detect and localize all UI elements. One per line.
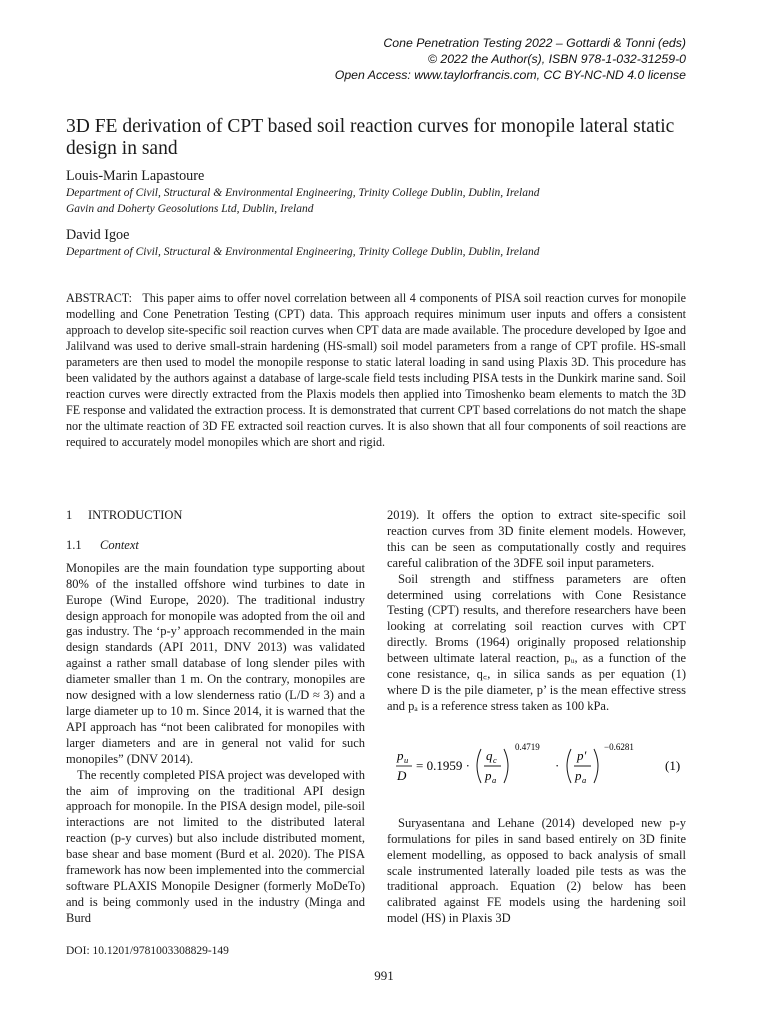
equation-1 <box>387 736 686 796</box>
eq-pa-1-sub: a <box>492 774 497 785</box>
abstract <box>66 290 686 450</box>
author-name-2: David Igoe <box>66 227 130 243</box>
eq-lhs-denominator: D <box>397 767 407 783</box>
section-number: 1 <box>66 508 73 522</box>
eq-coefficient: = 0.1959 · <box>416 757 470 773</box>
author-2-affiliation-1: Department of Civil, Structural & Environmental Engineering, Trinity College Dublin, Dublin, Ireland <box>66 246 540 258</box>
author-1-affiliation-2: Gavin and Doherty Geosolutions Ltd, Dublin, Ireland <box>66 203 314 215</box>
abstract-label: ABSTRACT: <box>66 291 132 305</box>
eq-pa-2-sub: a <box>582 774 587 785</box>
eq-exponent-2: −0.6281 <box>604 741 634 752</box>
body-paragraph: Suryasentana and Lehane (2014) developed new p-y formulations for piles in sand based entirely on 3D finite element modelling, as opposed to back analysis of small scale instrumented laterally loaded pile tests as was the traditional approach. Equation (2) below has been calibrated against FE models using the hardening soil model (HS) in Plaxis 3D <box>387 815 686 926</box>
doi-footer: DOI: 10.1201/9781003308829-149 <box>66 945 229 957</box>
body-paragraph: Soil strength and stiffness parameters are often determined using correlations with Cone Resistance Testing (CPT) results, and therefore researchers have been looking at correlating soil reaction curves with CPT directly. Broms (1964) originally proposed relationship between ultimate lateral reaction, pᵤ, as a function of the cone resistance, q꜀, in silica sands as per equation (1) where D is the pile diameter, p’ is the mean effective stress and pₐ is a reference stress taken as 100 kPa. <box>387 571 686 713</box>
eq-pa-2: p <box>575 767 582 783</box>
header-line-3: Open Access: www.taylorfrancis.com, CC BY-NC-ND 4.0 license <box>334 68 686 82</box>
eq-qc-sub: c <box>493 754 497 765</box>
author-name-1: Louis-Marin Lapastoure <box>66 168 205 184</box>
eq-qc: q <box>486 747 493 763</box>
subsection-heading <box>66 538 365 554</box>
author-1-affiliation-1: Department of Civil, Structural & Environmental Engineering, Trinity College Dublin, Dublin, Ireland <box>66 187 540 199</box>
page-number: 991 <box>374 968 394 983</box>
header-line-2: © 2022 the Author(s), ISBN 978-1-032-31259-0 <box>427 52 686 66</box>
section-title: INTRODUCTION <box>88 508 183 522</box>
publication-header <box>335 35 686 83</box>
section-heading <box>66 508 365 524</box>
left-column <box>66 508 365 927</box>
eq-pa-1: p <box>485 767 492 783</box>
body-paragraph: The recently completed PISA project was developed with the aim of improving on the traditional API design approach for monopile. In the PISA design model, pile-soil interactions are not limited to the distributed lateral reaction (p-y curves) but also include distributed moment, base shear and base moment (Burd et al. 2020). The PISA framework has now been implemented into the commercial software PLAXIS Monopile Designer (formerly MoDeTo) and is being commonly used in the industry (Minga and Burd <box>66 767 365 925</box>
abstract-text: This paper aims to offer novel correlation between all 4 components of PISA soil reaction curves for monopile modelling and Cone Penetration Testing (CPT) data. This approach requires minimum user inputs and offers a consistent approach to develop site-specific soil reaction curves when CPT data are made available. The procedure developed by Igoe and Jalilvand was used to derive small-strain hardening (HS-small) soil model parameters from a range of CPT profile. HS-small parameters are then used to model the monopile response to static lateral loading in sand using Plaxis 3D. This procedure has been validated by the authors against a database of large-scale field tests including PISA tests in the Dunkirk marine sand. Soil reaction curves were directly extracted from the Plaxis models then applied into Timoshenko beam elements to match the 3D FE response and validated the extraction process. It is demonstrated that current CPT based correlations do not match the shape nor the ultimate reaction of 3D FE extracted soil reaction curves. It is also shown that all four components of soil reactions are required to accurately model monopiles which are short and rigid. <box>66 291 686 449</box>
equation-graphic <box>387 736 686 796</box>
eq-lhs-numerator-sub: u <box>404 754 409 765</box>
eq-exponent-1: 0.4719 <box>515 741 540 752</box>
eq-dot: · <box>555 757 560 773</box>
paper-title: 3D FE derivation of CPT based soil reaction curves for monopile lateral static design in sand <box>66 116 675 159</box>
body-paragraph: Monopiles are the main foundation type supporting about 80% of the installed offshore wind turbines to date in Europe (Wind Europe, 2020). The traditional industry design approach for monopile was adopted from the oil and gas industry. The ‘p-y’ approach recommended in the main design standards (API 2011, DNV 2013) was validated against a rather small database of long slender piles with diameter smaller than 1 m. On the contrary, monopiles are now designed with a low slenderness ratio (L/D ≈ 3) and a large diameter up to 10 m. Since 2014, it is warned that the API approach has “not been calibrated for monopiles with larger diameters and are in general not valid for such monopiles” (DNV 2014). <box>66 560 365 766</box>
header-line-1: Cone Penetration Testing 2022 – Gottardi & Tonni (eds) <box>383 36 686 50</box>
eq-pprime: p′ <box>577 747 587 763</box>
right-column <box>387 508 686 927</box>
eq-lhs-numerator: p <box>397 747 404 763</box>
eq-number: (1) <box>665 757 681 773</box>
subsection-number: 1.1 <box>66 537 82 552</box>
subsection-title: Context <box>100 537 139 552</box>
body-paragraph: 2019). It offers the option to extract site-specific soil reaction curves from 3D finite element models. However, this can be seen as computationally costly and requires careful calibration of the 3DFE soil input parameters. <box>387 508 686 570</box>
